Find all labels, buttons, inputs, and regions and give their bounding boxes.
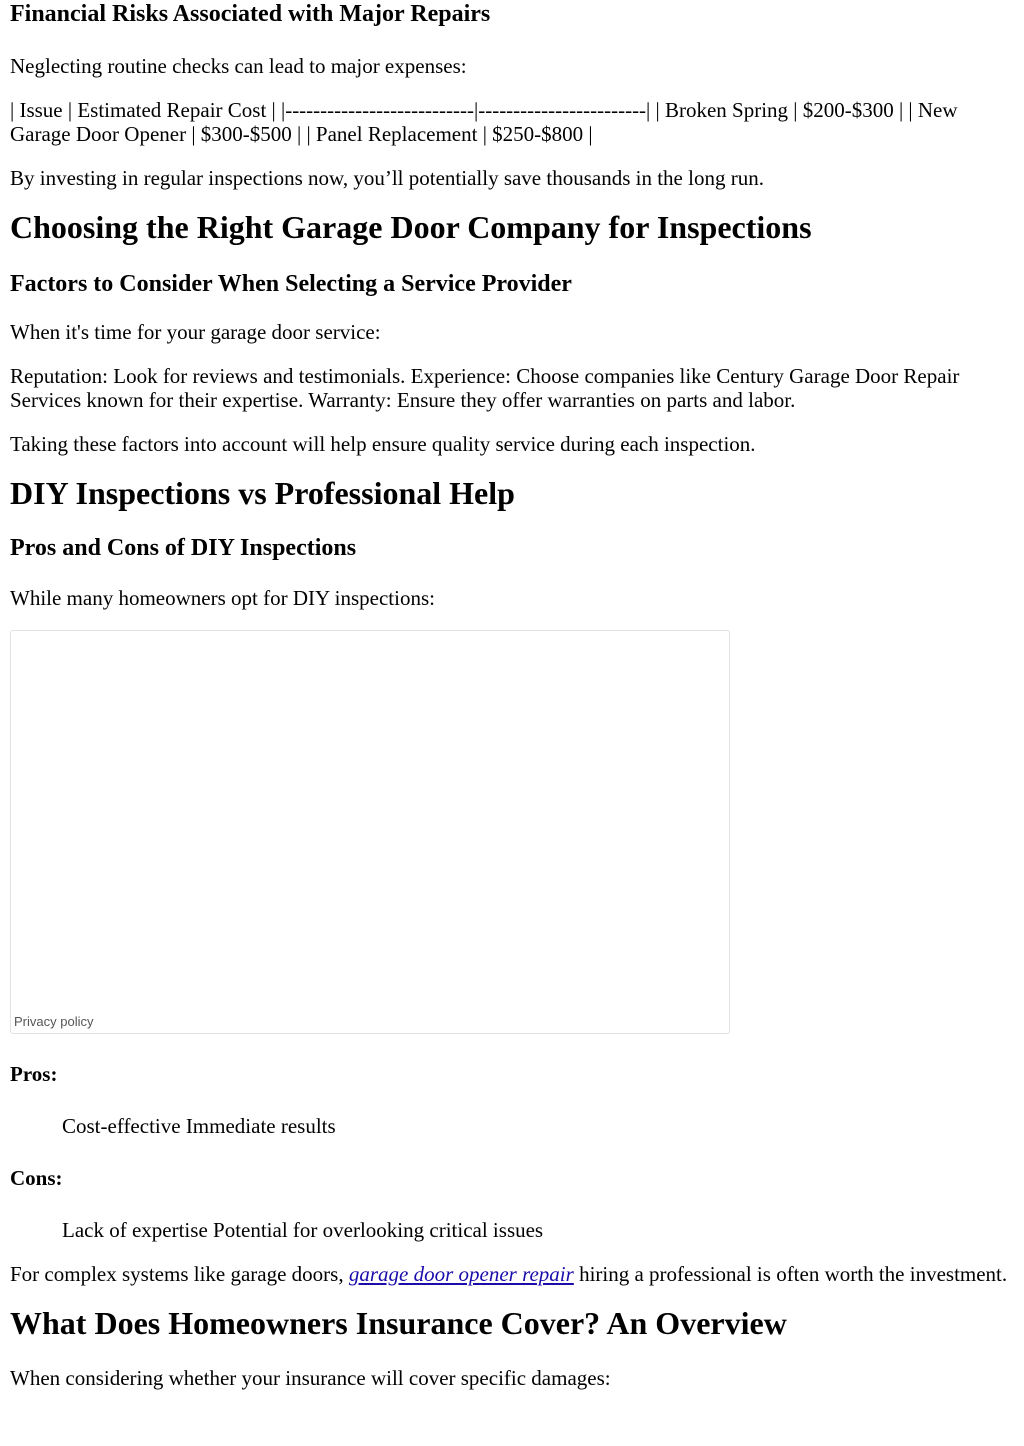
section-heading-financial-risks: Financial Risks Associated with Major Repairs	[10, 1, 491, 27]
embedded-video-frame[interactable]	[10, 630, 730, 1034]
pros-label: Pros:	[10, 1062, 58, 1086]
paragraph-choosing-closing: Taking these factors into account will help ensure quality service during each inspection.	[10, 432, 756, 456]
section-heading-choosing-company: Choosing the Right Garage Door Company for Inspections	[10, 209, 812, 245]
cons-label-paragraph	[10, 1166, 1014, 1190]
subheading-factors: Factors to Consider When Selecting a Service Provider	[10, 271, 572, 297]
cons-items: Lack of expertise Potential for overlooking critical issues	[62, 1218, 544, 1242]
pros-items: Cost-effective Immediate results	[62, 1114, 336, 1138]
paragraph-insurance-intro: When considering whether your insurance will cover specific damages:	[10, 1366, 611, 1390]
garage-door-opener-repair-link[interactable]: garage door opener repair	[348, 1262, 574, 1286]
paragraph-diy-closing	[10, 1262, 1014, 1286]
section-heading-insurance: What Does Homeowners Insurance Cover? An Overview	[10, 1305, 787, 1341]
paragraph-financial-intro: Neglecting routine checks can lead to major expenses:	[10, 54, 467, 78]
paragraph-financial-closing: By investing in regular inspections now, you’ll potentially save thousands in the long run.	[10, 166, 764, 190]
cons-label: Cons:	[10, 1166, 63, 1190]
paragraph-repair-cost-table: | Issue | Estimated Repair Cost | |---------------------------|------------------------| | Broken Spring | $200-$300 | | New Garage Door Opener | $300-$500 | | Panel Replacement | $250-$800 |	[10, 98, 958, 146]
privacy-policy-link[interactable]: Privacy policy	[14, 1013, 97, 1031]
subheading-pros-cons: Pros and Cons of DIY Inspections	[10, 535, 357, 561]
closing-text-after: hiring a professional is often worth the investment.	[573, 1262, 1008, 1286]
paragraph-diy-intro: While many homeowners opt for DIY inspections:	[10, 586, 435, 610]
section-heading-diy-vs-pro: DIY Inspections vs Professional Help	[10, 475, 515, 511]
closing-text-before: For complex systems like garage doors,	[10, 1262, 349, 1286]
paragraph-choosing-intro: When it's time for your garage door service:	[10, 320, 381, 344]
pros-label-paragraph	[10, 1062, 1014, 1086]
paragraph-factors-list: Reputation: Look for reviews and testimonials. Experience: Choose companies like Century Garage Door Repair Services known for their expertise. Warranty: Ensure they offer warranties on parts and labor.	[10, 364, 960, 412]
